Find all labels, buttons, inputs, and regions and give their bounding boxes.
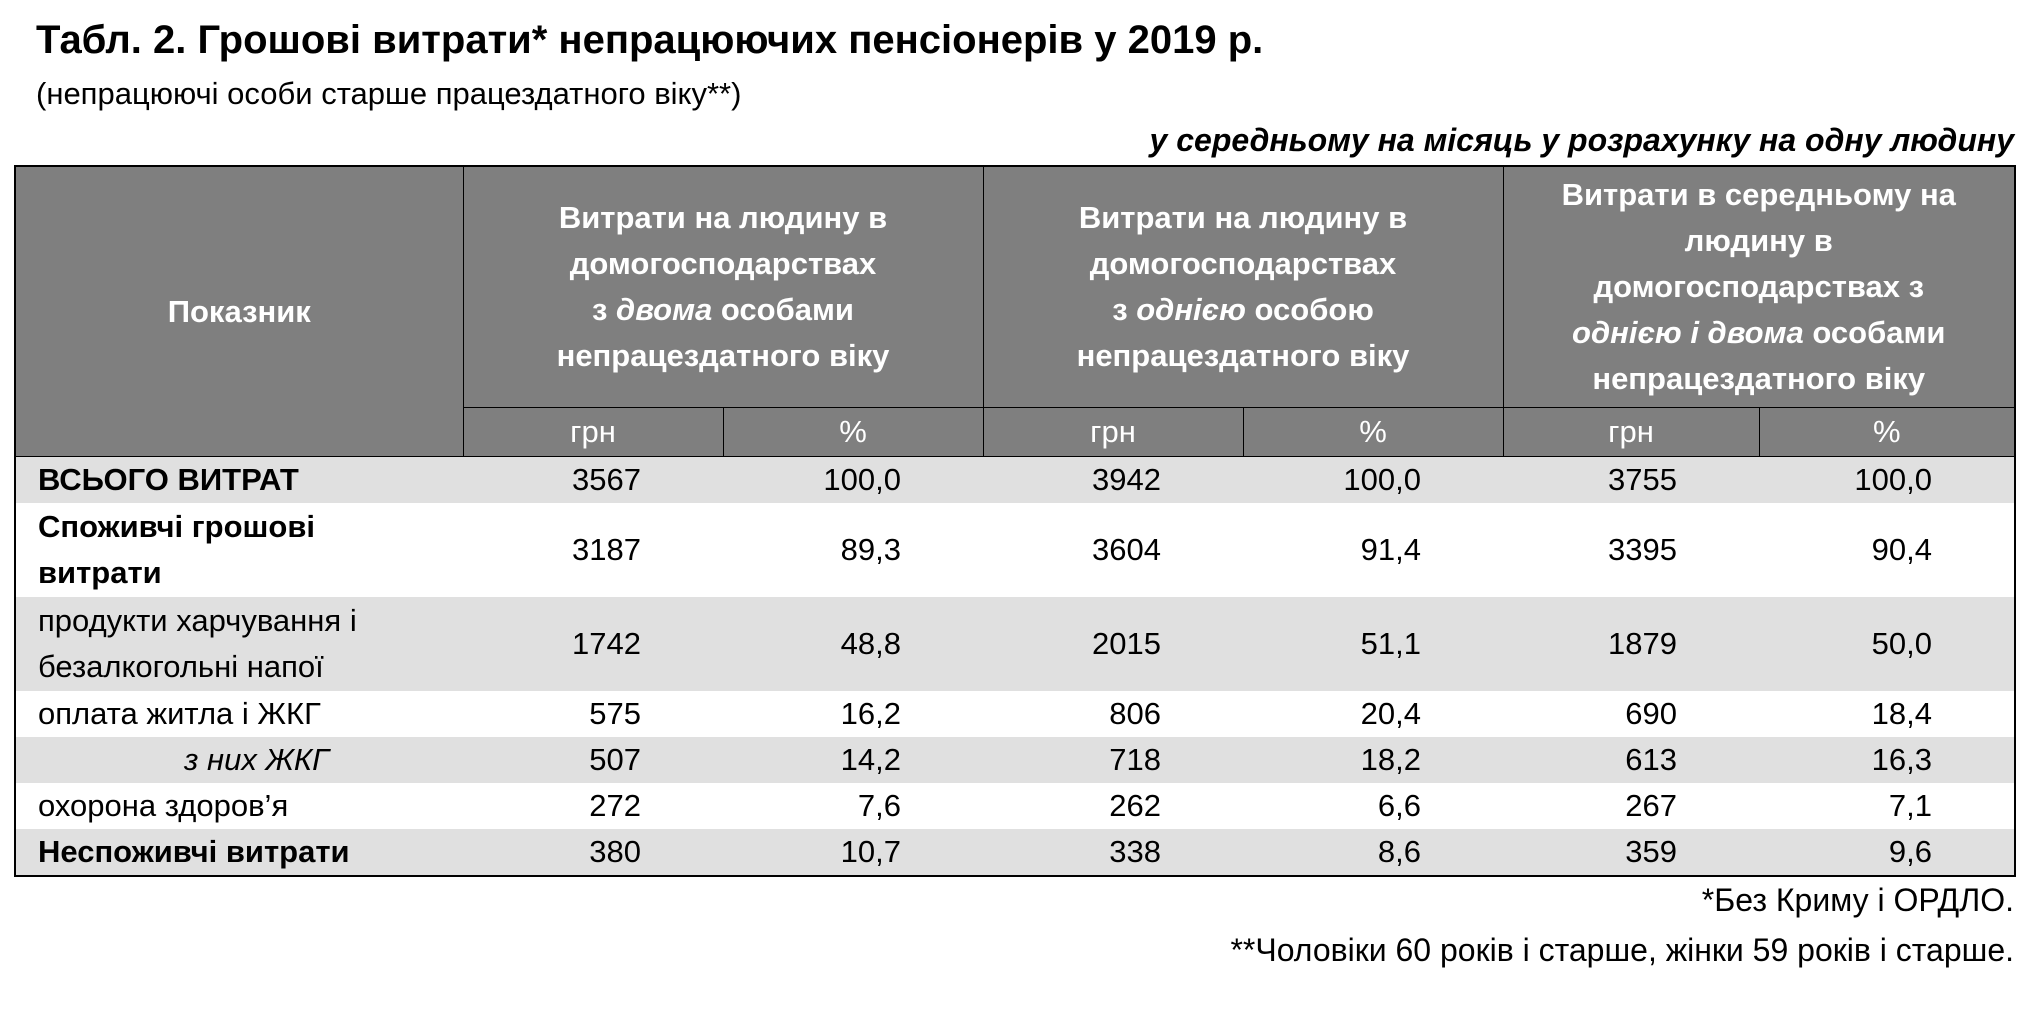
cell-value: 380: [463, 829, 723, 876]
cell-value: 100,0: [723, 457, 983, 504]
cell-value: 359: [1503, 829, 1759, 876]
cell-value: 575: [463, 691, 723, 737]
cell-value: 718: [983, 737, 1243, 783]
cell-value: 8,6: [1243, 829, 1503, 876]
cell-value: 16,3: [1759, 737, 2015, 783]
cell-value: 613: [1503, 737, 1759, 783]
cell-value: 100,0: [1759, 457, 2015, 504]
table-row: [15, 503, 2015, 597]
unit-note: у середньому на місяць у розрахунку на одну людину: [1149, 122, 2014, 158]
cell-value: 9,6: [1759, 829, 2015, 876]
table-row: [15, 597, 2015, 691]
cell-value: 7,6: [723, 783, 983, 829]
cell-value: 18,4: [1759, 691, 2015, 737]
unit-header: %: [1759, 408, 2015, 457]
cell-value: 1879: [1503, 597, 1759, 691]
cell-value: 91,4: [1243, 503, 1503, 597]
header-row: [15, 166, 2015, 408]
cell-value: 806: [983, 691, 1243, 737]
cell-value: 6,6: [1243, 783, 1503, 829]
row-label: охорона здоров’я: [15, 783, 463, 829]
unit-header: %: [723, 408, 983, 457]
cell-value: 100,0: [1243, 457, 1503, 504]
cell-value: 3187: [463, 503, 723, 597]
header-indicator: Показник: [15, 166, 463, 457]
table-title: Табл. 2. Грошові витрати* непрацюючих пенсіонерів у 2019 р.: [36, 18, 1264, 62]
row-label: оплата житла і ЖКГ: [15, 691, 463, 737]
unit-header: грн: [983, 408, 1243, 457]
unit-header: грн: [1503, 408, 1759, 457]
header-group-average: Витрати в середньому на людину в домогосподарствах з однією і двома особами непрацездатного віку: [1503, 166, 2015, 408]
table-row: [15, 829, 2015, 876]
table-row: [15, 783, 2015, 829]
cell-value: 89,3: [723, 503, 983, 597]
footnote-age: **Чоловіки 60 років і старше, жінки 59 років і старше.: [1230, 932, 2014, 968]
cell-value: 18,2: [1243, 737, 1503, 783]
row-label: Неспоживчі витрати: [15, 829, 463, 876]
cell-value: 50,0: [1759, 597, 2015, 691]
header-group-two-persons: Витрати на людину в домогосподарствах з двома особами непрацездатного віку: [463, 166, 983, 408]
row-label: ВСЬОГО ВИТРАТ: [15, 457, 463, 504]
row-label: продукти харчування і безалкогольні напої: [15, 597, 463, 691]
table-subtitle: (непрацюючі особи старше працездатного віку**): [36, 76, 742, 111]
row-label: з них ЖКГ: [15, 737, 463, 783]
cell-value: 690: [1503, 691, 1759, 737]
unit-header: %: [1243, 408, 1503, 457]
cell-value: 3755: [1503, 457, 1759, 504]
cell-value: 90,4: [1759, 503, 2015, 597]
cell-value: 267: [1503, 783, 1759, 829]
cell-value: 2015: [983, 597, 1243, 691]
table-row: [15, 737, 2015, 783]
cell-value: 51,1: [1243, 597, 1503, 691]
cell-value: 507: [463, 737, 723, 783]
cell-value: 14,2: [723, 737, 983, 783]
cell-value: 1742: [463, 597, 723, 691]
table-row: [15, 691, 2015, 737]
cell-value: 262: [983, 783, 1243, 829]
header-group-one-person: Витрати на людину в домогосподарствах з однією особою непрацездатного віку: [983, 166, 1503, 408]
unit-header: грн: [463, 408, 723, 457]
cell-value: 338: [983, 829, 1243, 876]
cell-value: 16,2: [723, 691, 983, 737]
cell-value: 10,7: [723, 829, 983, 876]
cell-value: 48,8: [723, 597, 983, 691]
cell-value: 20,4: [1243, 691, 1503, 737]
expenses-table: [14, 165, 2016, 877]
cell-value: 7,1: [1759, 783, 2015, 829]
cell-value: 3604: [983, 503, 1243, 597]
footnote-crimea: *Без Криму і ОРДЛО.: [1701, 882, 2014, 918]
cell-value: 272: [463, 783, 723, 829]
cell-value: 3395: [1503, 503, 1759, 597]
row-label: Споживчі грошові витрати: [15, 503, 463, 597]
cell-value: 3942: [983, 457, 1243, 504]
cell-value: 3567: [463, 457, 723, 504]
table-row: [15, 457, 2015, 504]
